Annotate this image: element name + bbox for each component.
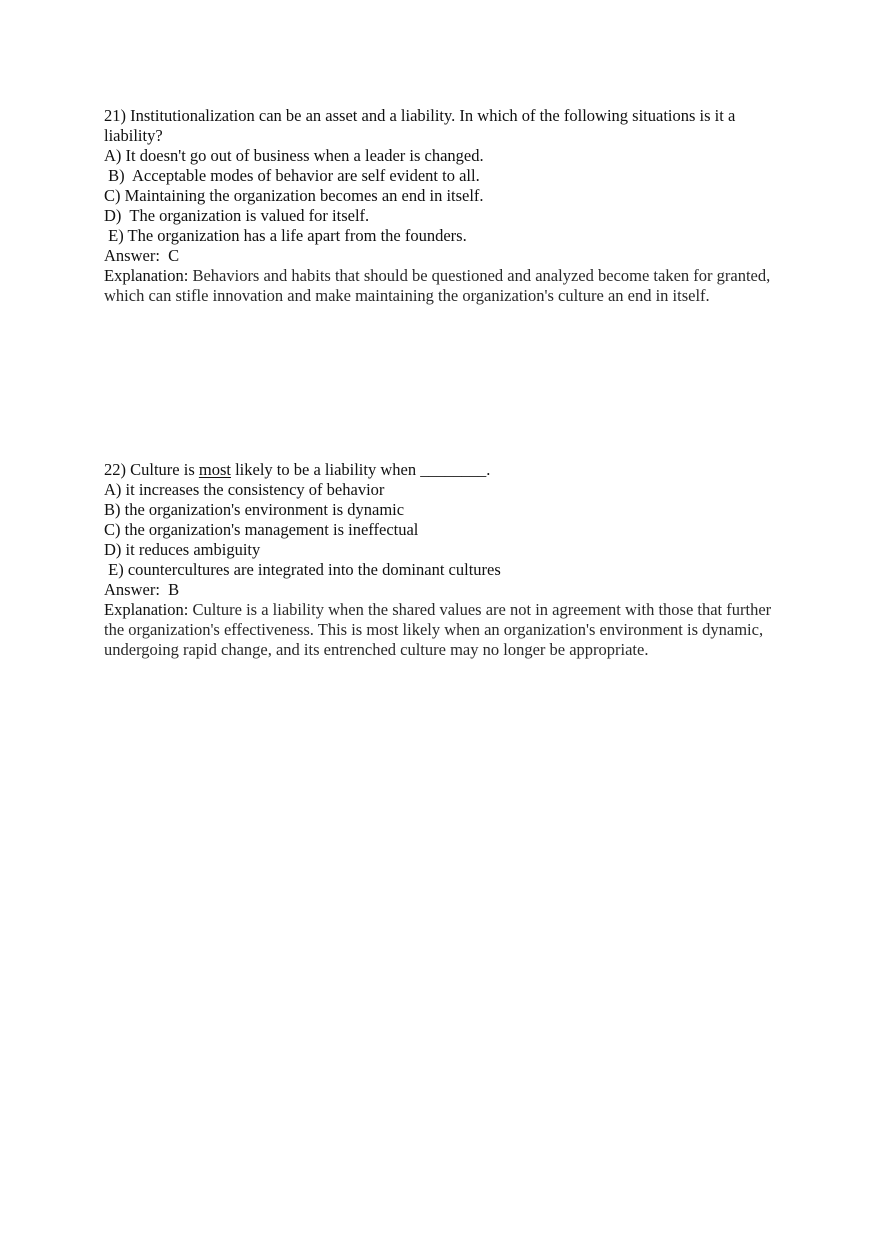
stem-text-after: likely to be a liability when ________. [230,460,491,479]
answer-option-c: C) the organization's management is ineffectual [104,520,419,539]
answer-option-e: E) countercultures are integrated into the dominant cultures [104,560,501,579]
question-stem: 21) Institutionalization can be an asset and a liability. In which of the following situations is it a liability? [104,106,740,145]
answer-option-d: D) The organization is valued for itself. [104,206,370,225]
answer-option-c: C) Maintaining the organization becomes an end in itself. [104,186,484,205]
question-22 [104,460,784,660]
explanation [104,266,784,306]
stem-text-before: 22) Culture is [104,460,199,479]
explanation-label: Explanation: [104,266,189,285]
explanation-label: Explanation: [104,600,189,619]
answer-option-d: D) it reduces ambiguity [104,540,261,559]
answer-option-e: E) The organization has a life apart from the founders. [104,226,467,245]
explanation-text: Behaviors and habits that should be questioned and analyzed become taken for granted, which can stifle innovation and make maintaining the organization's culture an end in itself. [104,266,775,305]
question-21 [104,106,784,306]
answer-option-a: A) it increases the consistency of behavior [104,480,385,499]
answer-key: Answer: B [104,580,180,599]
explanation [104,600,784,660]
stem-emphasis: most [198,460,231,479]
answer-option-b: B) the organization's environment is dynamic [104,500,405,519]
question-stem [104,460,784,480]
answer-option-b: B) Acceptable modes of behavior are self evident to all. [104,166,480,185]
answer-key: Answer: C [104,246,180,265]
answer-option-a: A) It doesn't go out of business when a leader is changed. [104,146,484,165]
explanation-text: Culture is a liability when the shared values are not in agreement with those that further the organization's effectiveness. This is most likely when an organization's environment is dynamic, undergoing rapid change, and its entrenched culture may no longer be appropriate. [104,600,776,659]
